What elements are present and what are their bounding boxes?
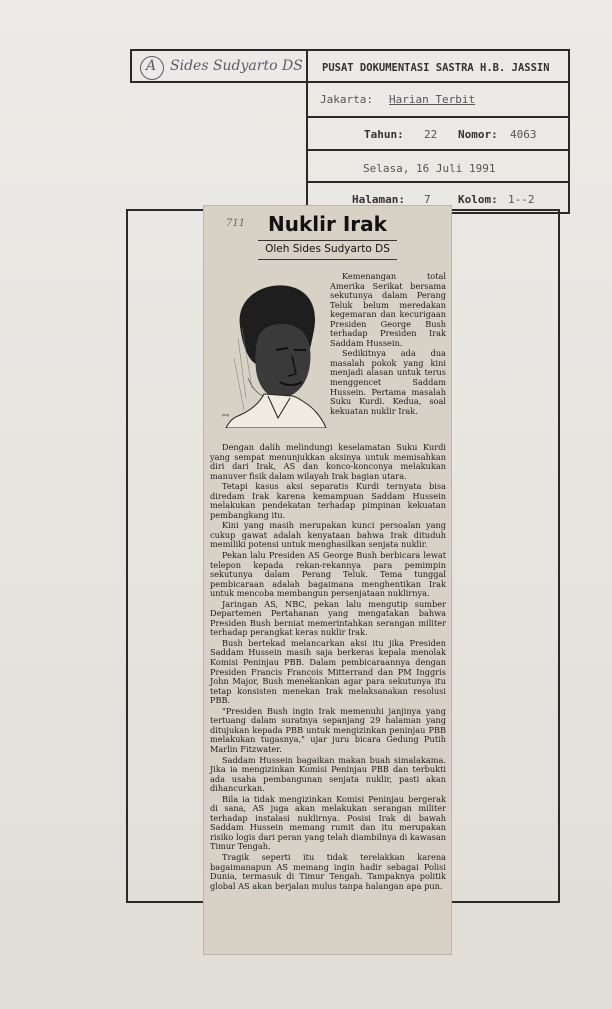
header-row4-rule [306,181,570,183]
article-title: Nuklir Irak [268,212,387,236]
narrow-column [330,272,446,416]
header-row3-rule [306,149,570,151]
halaman-label: Halaman: [352,193,405,206]
header-left-rule [130,49,132,83]
byline-bottom-rule [258,259,397,260]
handwritten-author: Sides Sudyarto DS [170,58,303,74]
svg-text:ᵖᵃᵍ: ᵖᵃᵍ [222,413,230,420]
wide-paragraph: Jaringan AS, NBC, pekan lalu mengutip sumber Departemen Pertahanan yang mengatakan bahwa Presiden Bush berniat memerintahkan serangan militer terhadap perangkat keras nuklir Irak. [210,598,446,638]
newspaper-clipping [204,206,451,954]
source-label: Jakarta: [320,93,373,106]
wide-paragraph: Bila ia tidak mengizinkan Komisi Peninjau bergerak di sana, AS juga akan melakukan serangan militer terhadap instalasi nuklirnya. Posisi Irak di bawah Saddam Hussein memang rumit dan itu merupakan risiko logis dari peran yang telah diambilnya di kawasan Timur Tengah. [210,793,446,852]
header-divider [306,49,308,213]
nomor-value: 4063 [510,128,537,141]
author-portrait [218,278,330,428]
article-byline: Oleh Sides Sudyarto DS [265,243,390,255]
header-row2-rule [306,116,570,118]
issue-date: Selasa, 16 Juli 1991 [363,162,496,175]
tahun-value: 22 [424,128,438,141]
kolom-value: 1--2 [508,193,535,206]
handwritten-label: A [146,58,157,74]
header-right-rule [568,49,570,213]
wide-paragraph: Saddam Hussein bagaikan makan buah simalakama. Jika ia mengizinkan Komisi Peninjau PBB dan terbukti ada usaha pembangunan senjata nuklir, pasti akan dihancurkan. [210,754,446,794]
institution-name: PUSAT DOKUMENTASI SASTRA H.B. JASSIN [322,62,550,74]
handwritten-number: 711 [226,218,246,229]
wide-paragraph: Bush bertekad melancarkan aksi itu jika Presiden Saddam Hussein masih saja berkeras kepala menolak Komisi Peninjau PBB. Dalam pembicaraannya dengan Presiden Francis Francois Mitterrand dan PM Inggris John Major, Bush menekankan agar para sekutunya itu tetap konsisten menekan Irak melaksanakan resolusi PBB. [210,637,446,706]
nomor-label: Nomor: [458,128,498,141]
wide-paragraph: Kini yang masih merupakan kunci persoalan yang cukup gawat adalah kenyataan bahwa Irak dituduh memiliki potensi untuk menghasilkan senjata nuklir. [210,520,446,550]
source-value: Harian Terbit [389,93,476,106]
header-top-rule [130,49,570,51]
byline-top-rule [258,240,397,241]
header-row1-rule [130,81,570,83]
wide-paragraph: Pekan lalu Presiden AS George Bush berbicara lewat telepon kepada rekan-rekannya para pemimpin sekutunya dalam Perang Teluk. Tema tunggal pembicaraan adalah bagaimana menghentikan Irak untuk mencoba membangun persenjataan nuklirnya. [210,550,446,599]
narrow-paragraph: Kemenangan total Amerika Serikat bersama sekutunya dalam Perang Teluk belum meredakan kegemaran dan kecurigaan Presiden George Bush terhadap Presiden Irak Saddam Hussein. [330,271,446,348]
halaman-value: 7 [424,193,431,206]
wide-column [210,443,446,891]
wide-paragraph: Tragik seperti itu tidak terelakkan karena bagaimanapun AS memang ingin hadir sebagai Polisi Dunia, termasuk di Timur Tengah. Tampaknya politik global AS akan berjalan mulus tanpa halangan apa pun. [210,851,446,891]
wide-paragraph: Tetapi kasus aksi separatis Kurdi ternyata bisa diredam Irak karena kemampuan Saddam Hussein melakukan pendekatan terhadap pimpinan kekuatan pembangkang itu. [210,481,446,520]
tahun-label: Tahun: [364,128,404,141]
wide-paragraph: Dengan dalih melindungi keselamatan Suku Kurdi yang sempat menunjukkan aksinya untuk memisahkan diri dari Irak, AS dan konco-konconya melakukan manuver fisik dalam wilayah Irak bagian utara. [210,442,446,481]
kolom-label: Kolom: [458,193,498,206]
narrow-paragraph: Sedikitnya ada dua masalah pokok yang kini menjadi alasan untuk terus menggencet Saddam Hussein. Pertama masalah Suku Kurdi. Kedua, soal kekuatan nuklir Irak. [330,348,446,416]
wide-paragraph: "Presiden Bush ingin Irak memenuhi janjinya yang tertuang dalam suratnya sepanjang 29 halaman yang ditujukan kepada PBB untuk mengizinkan peninjau PBB melakukan tugasnya," ujar juru bicara Gedung Putih Marlin Fitzwater. [210,705,446,754]
